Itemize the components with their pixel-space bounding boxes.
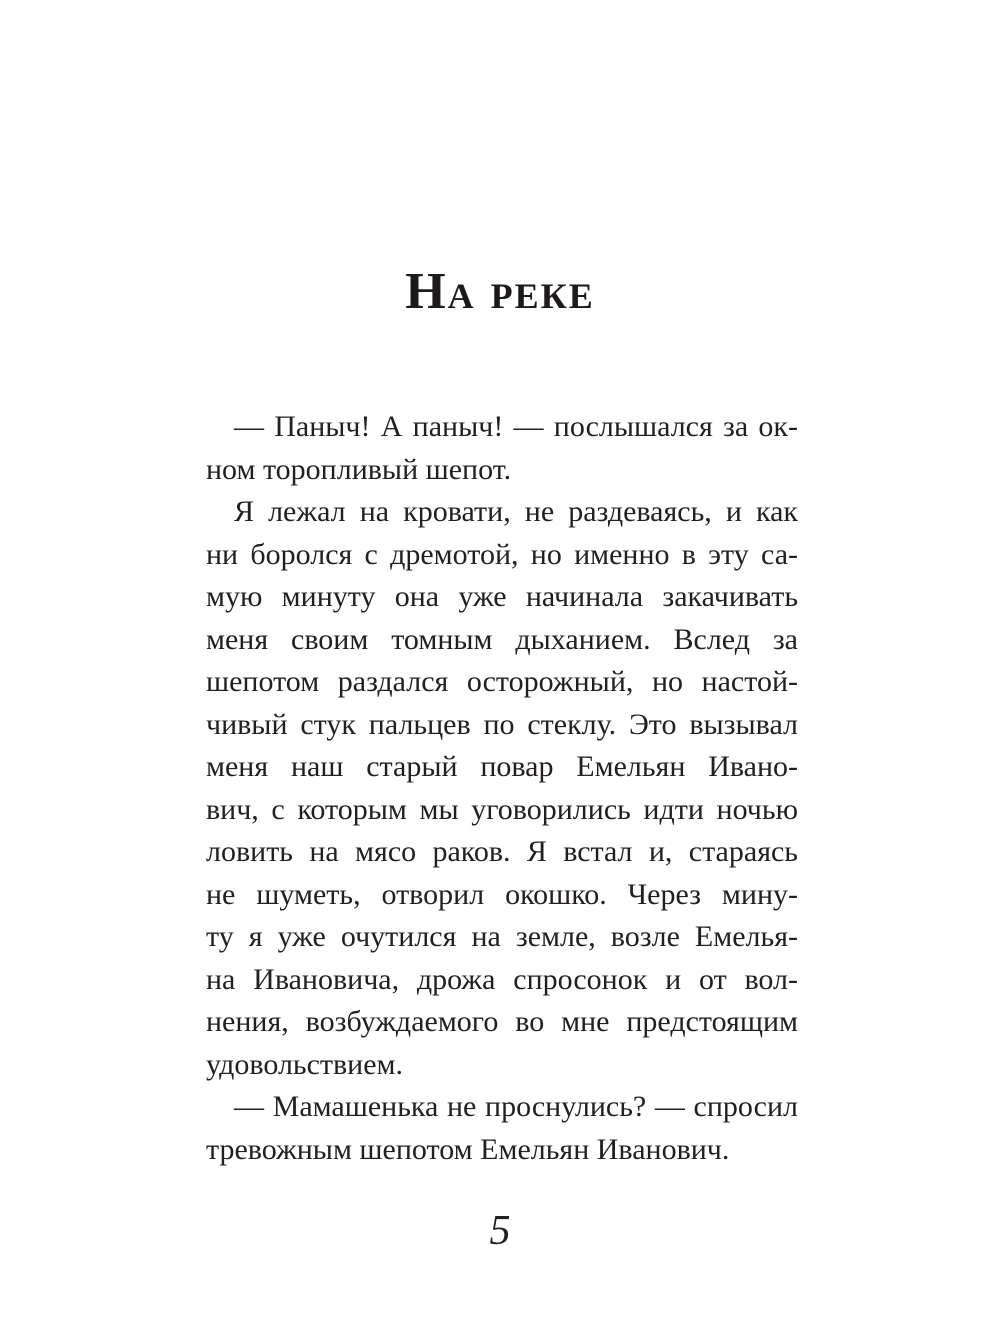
text-line: ном торопливый шепот.: [206, 452, 512, 486]
text-line: Я лежал на кровати, не раздеваясь, и как: [234, 495, 798, 528]
text-line: тревожным шепотом Емельян Иванович.: [206, 1132, 730, 1166]
text-line: ни боролся с дремотой, но именно в эту са-: [206, 537, 798, 571]
text-line: вич, с которым мы уговорились идти ночью: [206, 792, 798, 826]
text-line: — Мамашенька не проснулись? — спросил: [234, 1090, 798, 1123]
text-line: чивый стук пальцев по стеклу. Это вызывал: [206, 707, 798, 741]
text-line: ловить на мясо раков. Я встал и, стараясь: [206, 835, 798, 868]
text-line: не шуметь, отворил окошко. Через мину-: [206, 877, 798, 911]
text-line: меня наш старый повар Емельян Ивано-: [206, 750, 798, 783]
text-line: нения, возбуждаемого во мне предстоящим: [206, 1005, 798, 1038]
body-text: [206, 406, 798, 1171]
text-line: мую минуту она уже начинала закачивать: [206, 580, 798, 613]
chapter-title: На реке: [405, 263, 595, 320]
text-line: — Паныч! А паныч! — послышался за ок-: [234, 410, 798, 443]
text-line: шепотом раздался осторожный, но настой-: [206, 665, 798, 698]
text-line: удовольствием.: [206, 1047, 404, 1081]
page-number: 5: [489, 1208, 511, 1254]
text-line: меня своим томным дыханием. Вслед за: [206, 622, 798, 656]
text-line: на Ивановича, дрожа спросонок и от вол-: [206, 962, 798, 996]
text-line: ту я уже очутился на земле, возле Емелья-: [206, 920, 798, 953]
